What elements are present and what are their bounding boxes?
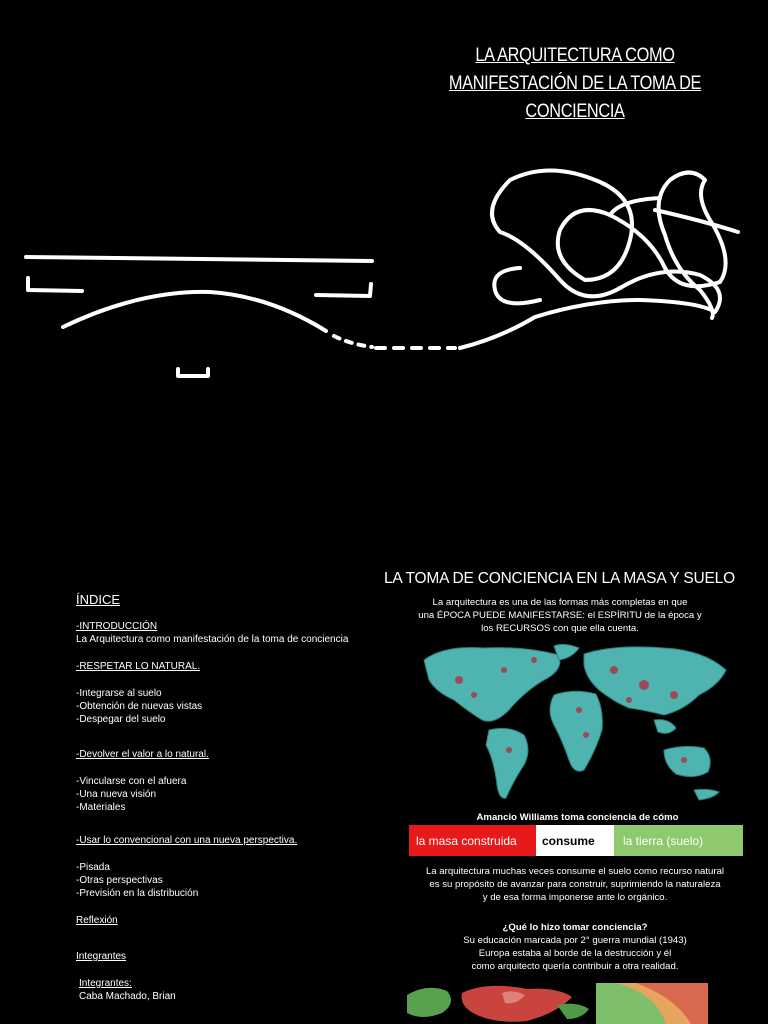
index-text: La Arquitectura como manifestación de la toma de conciencia: [76, 634, 349, 645]
concept-chips: [409, 825, 743, 856]
chip-consume: consume: [536, 825, 614, 856]
index-link-respetar[interactable]: -RESPETAR LO NATURAL.: [76, 661, 201, 672]
painting-image: [596, 983, 708, 1024]
aw-line: Amancio Williams toma conciencia de cómo: [476, 812, 679, 823]
question-paragraph: ¿Qué lo hizo tomar conciencia? Su educación marcada por 2° guerra mundial (1943) Europa estaba al borde de la destrucción y él como arquitecto quería contribuir a otra realidad.: [405, 921, 745, 973]
intro-paragraph: La arquitectura es una de las formas más completas en que una ÉPOCA PUEDE MANIFESTARSE: el ESPÍRITU de la época y los RECURSOS con que ella cuenta.: [418, 597, 702, 634]
index-subitem: -Pisada: [76, 862, 110, 873]
index-link-devolver[interactable]: -Devolver el valor a lo natural.: [76, 749, 209, 760]
index-subitem: -Despegar del suelo: [76, 714, 166, 725]
chip-masa-construida: la masa construida: [409, 825, 536, 856]
page-title: LA ARQUITECTURA COMO MANIFESTACIÓN DE LA TOMA DE CONCIENCIA: [448, 45, 702, 122]
index-link-usar[interactable]: -Usar lo convencional con una nueva perspectiva.: [76, 835, 298, 846]
index-heading[interactable]: ÍNDICE: [76, 592, 121, 607]
index-subitem: -Materiales: [76, 802, 126, 813]
index-link-integrantes[interactable]: Integrantes: [76, 951, 127, 962]
section-title: LA TOMA DE CONCIENCIA EN LA MASA Y SUELO: [384, 570, 735, 587]
index-subitem: -Otras perspectivas: [76, 875, 163, 886]
war-map-image: [407, 983, 592, 1024]
world-map-image: [414, 640, 730, 805]
index-subitem: -Una nueva visión: [76, 789, 157, 800]
member-name: Caba Machado, Brian: [79, 991, 176, 1002]
index-subitem: -Previsión en la distribución: [76, 888, 199, 899]
index-panel: [76, 593, 376, 1003]
index-subitem: -Obtención de nuevas vistas: [76, 701, 203, 712]
index-subitem: -Vincularse con el afuera: [76, 776, 187, 787]
index-link-reflexion[interactable]: Reflexión: [76, 915, 118, 926]
question-heading: ¿Qué lo hizo tomar conciencia?: [502, 922, 648, 933]
consume-paragraph: La arquitectura muchas veces consume el suelo como recurso natural es su propósito de avanzar para construir, suprimiendo la naturaleza y de esa forma imponerse ante lo orgánico.: [425, 866, 725, 903]
integrantes-label: Integrantes:: [79, 978, 132, 989]
chip-tierra: la tierra (suelo): [614, 825, 743, 856]
architectural-sketch: [0, 140, 768, 400]
index-link-introduccion[interactable]: -INTRODUCCIÓN: [76, 621, 158, 632]
index-subitem: -Integrarse al suelo: [76, 688, 162, 699]
